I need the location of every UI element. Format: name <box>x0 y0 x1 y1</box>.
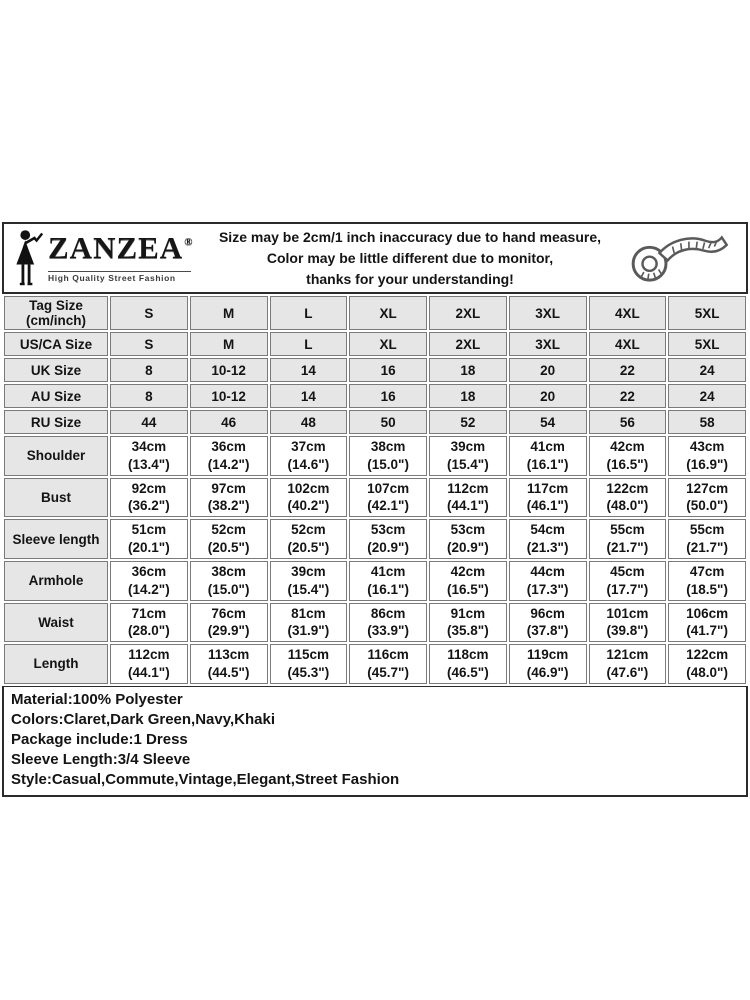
size-cell: 2XL <box>429 332 507 356</box>
measure-cell <box>509 603 587 643</box>
measure-row-label: Bust <box>4 478 108 518</box>
size-cell: 16 <box>349 384 427 408</box>
measure-cell <box>349 436 427 476</box>
content-block <box>2 222 748 797</box>
measure-cm: 119cm <box>526 647 569 663</box>
measure-cell <box>270 436 348 476</box>
size-cell: 10-12 <box>190 358 268 382</box>
measure-row <box>4 644 746 684</box>
measure-cm: 52cm <box>211 522 246 538</box>
measure-cm: 92cm <box>131 480 167 496</box>
measure-inch: (16.1") <box>367 581 409 597</box>
measure-cm: 117cm <box>526 480 569 496</box>
measure-cell <box>589 603 667 643</box>
measure-inch: (13.4") <box>128 456 170 472</box>
measure-cell <box>589 644 667 684</box>
measure-cm: 76cm <box>211 605 246 621</box>
measure-inch: (20.1") <box>128 540 170 556</box>
measure-inch: (15.4") <box>447 456 489 472</box>
measure-cell <box>110 478 188 518</box>
measure-cm: 91cm <box>450 605 486 621</box>
brand-name: ZANZEA® <box>48 230 193 265</box>
measure-row <box>4 519 746 559</box>
size-row <box>4 384 746 408</box>
measure-cell <box>509 519 587 559</box>
size-cell: 46 <box>190 410 268 434</box>
size-cell: 44 <box>110 410 188 434</box>
measure-cell <box>190 561 268 601</box>
size-row <box>4 410 746 434</box>
size-row <box>4 296 746 330</box>
measure-inch: (48.0") <box>606 498 649 514</box>
size-cell: 5XL <box>668 296 746 330</box>
measure-inch: (17.7") <box>606 581 649 597</box>
measure-cm: 51cm <box>131 522 167 538</box>
measure-inch: (21.3") <box>526 540 569 556</box>
size-cell: 58 <box>668 410 746 434</box>
size-cell: 3XL <box>509 332 587 356</box>
measure-row-label: Waist <box>4 603 108 643</box>
measure-inch: (15.0") <box>367 456 409 472</box>
measure-inch: (41.7") <box>686 623 728 639</box>
measure-cm: 39cm <box>291 563 326 579</box>
measure-cell <box>509 561 587 601</box>
size-cell: 2XL <box>429 296 507 330</box>
size-cell: L <box>270 332 348 356</box>
measure-cell <box>589 519 667 559</box>
measure-inch: (14.2") <box>128 581 170 597</box>
measure-cm: 116cm <box>367 647 409 663</box>
size-row-label-text: RU Size <box>30 414 82 430</box>
measure-row <box>4 478 746 518</box>
product-details <box>2 686 748 797</box>
size-cell: 24 <box>668 358 746 382</box>
measure-inch: (33.9") <box>367 623 409 639</box>
measure-cm: 47cm <box>689 563 725 579</box>
size-table-body <box>4 296 746 684</box>
measure-cell <box>190 478 268 518</box>
size-row-label-sub: (cm/inch) <box>25 313 86 328</box>
measure-cell <box>589 436 667 476</box>
detail-style: Style:Casual,Commute,Vintage,Elegant,Street Fashion <box>11 770 400 788</box>
size-cell: S <box>110 296 188 330</box>
measure-cm: 118cm <box>447 647 489 663</box>
size-cell: 14 <box>270 384 348 408</box>
size-cell: 56 <box>589 410 667 434</box>
size-cell: 8 <box>110 384 188 408</box>
size-table <box>2 294 748 686</box>
measure-cm: 113cm <box>207 647 250 663</box>
size-cell: 54 <box>509 410 587 434</box>
measure-row-label: Length <box>4 644 108 684</box>
measure-row <box>4 603 746 643</box>
measure-cell <box>190 644 268 684</box>
measure-cm: 45cm <box>610 563 645 579</box>
measure-cell <box>668 603 746 643</box>
measure-inch: (20.9") <box>367 540 409 556</box>
measure-inch: (45.7") <box>367 664 409 680</box>
measure-cell <box>589 561 667 601</box>
measure-cell <box>190 436 268 476</box>
size-cell: 18 <box>429 358 507 382</box>
measure-cell <box>429 519 507 559</box>
size-cell: 8 <box>110 358 188 382</box>
size-row <box>4 358 746 382</box>
size-cell: S <box>110 332 188 356</box>
measure-cm: 55cm <box>689 522 725 538</box>
measure-inch: (18.5") <box>686 581 728 597</box>
measure-cm: 115cm <box>287 647 330 663</box>
measure-inch: (14.6") <box>287 456 330 472</box>
measure-cell <box>190 603 268 643</box>
detail-colors: Colors:Claret,Dark Green,Navy,Khaki <box>11 710 275 728</box>
size-cell: XL <box>349 332 427 356</box>
size-cell: 22 <box>589 384 667 408</box>
size-cell: 4XL <box>589 296 667 330</box>
measure-inch: (28.0") <box>128 623 170 639</box>
measure-row-label: Sleeve length <box>4 519 108 559</box>
measure-cm: 39cm <box>450 439 486 454</box>
size-cell: 48 <box>270 410 348 434</box>
size-cell: 18 <box>429 384 507 408</box>
measure-cm: 38cm <box>211 563 246 579</box>
disclaimer-line-3: thanks for your understanding! <box>306 270 514 287</box>
measure-inch: (16.9") <box>686 456 728 472</box>
brand-wordmark <box>48 230 193 283</box>
size-row-label <box>4 410 108 434</box>
size-cell: XL <box>349 296 427 330</box>
measure-inch: (46.5") <box>447 664 489 680</box>
size-cell: M <box>190 332 268 356</box>
measure-cm: 41cm <box>370 563 406 579</box>
registered-mark: ® <box>184 236 193 248</box>
size-row-label-text: Tag Size <box>29 298 83 313</box>
detail-material: Material:100% Polyester <box>11 690 183 708</box>
measure-inch: (14.2") <box>207 456 250 472</box>
measure-cm: 122cm <box>606 480 649 496</box>
measure-cell <box>668 644 746 684</box>
measure-row-label: Shoulder <box>4 436 108 476</box>
measure-cell <box>509 436 587 476</box>
measure-inch: (48.0") <box>686 664 728 680</box>
header <box>2 222 748 294</box>
size-disclaimer <box>216 224 604 292</box>
measure-cm: 107cm <box>367 480 410 496</box>
size-row-label <box>4 296 108 330</box>
woman-figure-icon <box>12 229 46 287</box>
brand-tagline: High Quality Street Fashion <box>48 271 191 283</box>
size-cell: M <box>190 296 268 330</box>
measure-cell <box>110 603 188 643</box>
measure-cell <box>190 519 268 559</box>
measure-cm: 86cm <box>370 605 406 621</box>
measure-cm: 81cm <box>291 605 326 621</box>
measure-cell <box>110 644 188 684</box>
measure-cm: 36cm <box>211 439 246 454</box>
measure-cell <box>668 436 746 476</box>
measure-cell <box>349 561 427 601</box>
measure-cell <box>270 519 348 559</box>
measure-cm: 52cm <box>291 522 326 538</box>
measure-cm: 106cm <box>686 605 729 621</box>
detail-package: Package include:1 Dress <box>11 730 188 748</box>
measure-inch: (44.5") <box>207 664 250 680</box>
measure-inch: (42.1") <box>367 498 409 514</box>
size-cell: 22 <box>589 358 667 382</box>
measure-inch: (45.3") <box>287 664 330 680</box>
measure-cell <box>270 478 348 518</box>
measure-cell <box>349 478 427 518</box>
measure-cell <box>349 603 427 643</box>
measure-inch: (29.9") <box>207 623 250 639</box>
measure-cm: 34cm <box>131 439 167 454</box>
measure-inch: (20.9") <box>447 540 489 556</box>
measure-inch: (16.1") <box>526 456 569 472</box>
measure-inch: (20.5") <box>207 540 250 556</box>
brand-logo <box>4 224 216 292</box>
measure-inch: (21.7") <box>606 540 649 556</box>
measure-cm: 102cm <box>287 480 330 496</box>
measure-cell <box>349 644 427 684</box>
size-cell: 4XL <box>589 332 667 356</box>
tape-measure-wrap <box>604 224 746 292</box>
measure-cell <box>509 478 587 518</box>
measure-cell <box>270 561 348 601</box>
measure-inch: (21.7") <box>686 540 728 556</box>
size-cell: 16 <box>349 358 427 382</box>
detail-sleeve-length: Sleeve Length:3/4 Sleeve <box>11 750 191 768</box>
size-row-label <box>4 332 108 356</box>
measure-cell <box>270 603 348 643</box>
size-row-label-text: UK Size <box>30 362 82 378</box>
measure-row <box>4 561 746 601</box>
measure-cm: 97cm <box>211 480 246 496</box>
measure-cm: 112cm <box>128 647 170 663</box>
measure-inch: (31.9") <box>287 623 330 639</box>
measure-inch: (17.3") <box>526 581 569 597</box>
measure-inch: (16.5") <box>606 456 649 472</box>
size-cell: 20 <box>509 384 587 408</box>
measure-inch: (15.4") <box>287 581 330 597</box>
measure-inch: (50.0") <box>686 498 728 514</box>
measure-cm: 53cm <box>450 522 486 538</box>
size-cell: L <box>270 296 348 330</box>
measure-cell <box>110 519 188 559</box>
size-row-label <box>4 384 108 408</box>
size-cell: 10-12 <box>190 384 268 408</box>
measure-cell <box>110 436 188 476</box>
measure-cell <box>668 478 746 518</box>
measure-cm: 71cm <box>131 605 167 621</box>
size-cell: 5XL <box>668 332 746 356</box>
measure-cm: 121cm <box>606 647 649 663</box>
measure-cm: 36cm <box>131 563 167 579</box>
size-cell: 50 <box>349 410 427 434</box>
measure-cell <box>429 436 507 476</box>
measure-inch: (20.5") <box>287 540 330 556</box>
measure-cell <box>429 644 507 684</box>
measure-cm: 41cm <box>530 439 565 454</box>
size-row-label-text: AU Size <box>30 388 82 404</box>
measure-inch: (46.1") <box>526 498 569 514</box>
measure-cm: 42cm <box>450 563 486 579</box>
measure-cm: 38cm <box>370 439 406 454</box>
measure-cell <box>429 603 507 643</box>
measure-cell <box>110 561 188 601</box>
disclaimer-line-1: Size may be 2cm/1 inch inaccuracy due to hand measure, <box>218 228 602 245</box>
measure-cell <box>509 644 587 684</box>
measure-cm: 122cm <box>686 647 729 663</box>
measure-cm: 37cm <box>291 439 326 454</box>
measure-row-label: Armhole <box>4 561 108 601</box>
measure-cell <box>429 478 507 518</box>
size-row <box>4 332 746 356</box>
measure-cm: 96cm <box>530 605 565 621</box>
size-cell: 52 <box>429 410 507 434</box>
size-row-label-text: US/CA Size <box>19 336 93 352</box>
measure-cell <box>589 478 667 518</box>
size-cell: 3XL <box>509 296 587 330</box>
measure-inch: (44.1") <box>447 498 489 514</box>
measure-cell <box>349 519 427 559</box>
measure-inch: (15.0") <box>207 581 250 597</box>
size-row-label <box>4 358 108 382</box>
measure-row <box>4 436 746 476</box>
disclaimer-line-2: Color may be little different due to monitor, <box>266 249 554 266</box>
measure-cell <box>668 561 746 601</box>
measure-cm: 54cm <box>530 522 565 538</box>
measure-cm: 127cm <box>686 480 729 496</box>
measure-inch: (47.6") <box>606 664 649 680</box>
measure-cm: 44cm <box>530 563 565 579</box>
measure-cm: 42cm <box>610 439 645 454</box>
measure-inch: (40.2") <box>287 498 330 514</box>
measure-inch: (35.8") <box>447 623 489 639</box>
measure-cm: 112cm <box>447 480 489 496</box>
size-cell: 20 <box>509 358 587 382</box>
measure-inch: (46.9") <box>526 664 569 680</box>
measure-cm: 55cm <box>610 522 645 538</box>
measure-inch: (39.8") <box>606 623 649 639</box>
measure-cm: 43cm <box>689 439 725 454</box>
tape-measure-icon <box>616 226 734 290</box>
size-cell: 14 <box>270 358 348 382</box>
measure-cm: 101cm <box>606 605 649 621</box>
measure-cell <box>668 519 746 559</box>
measure-inch: (36.2") <box>128 498 170 514</box>
measure-inch: (44.1") <box>128 664 170 680</box>
measure-inch: (38.2") <box>207 498 250 514</box>
measure-cm: 53cm <box>370 522 406 538</box>
size-cell: 24 <box>668 384 746 408</box>
measure-cell <box>270 644 348 684</box>
measure-inch: (16.5") <box>447 581 489 597</box>
measure-cell <box>429 561 507 601</box>
measure-inch: (37.8") <box>526 623 569 639</box>
